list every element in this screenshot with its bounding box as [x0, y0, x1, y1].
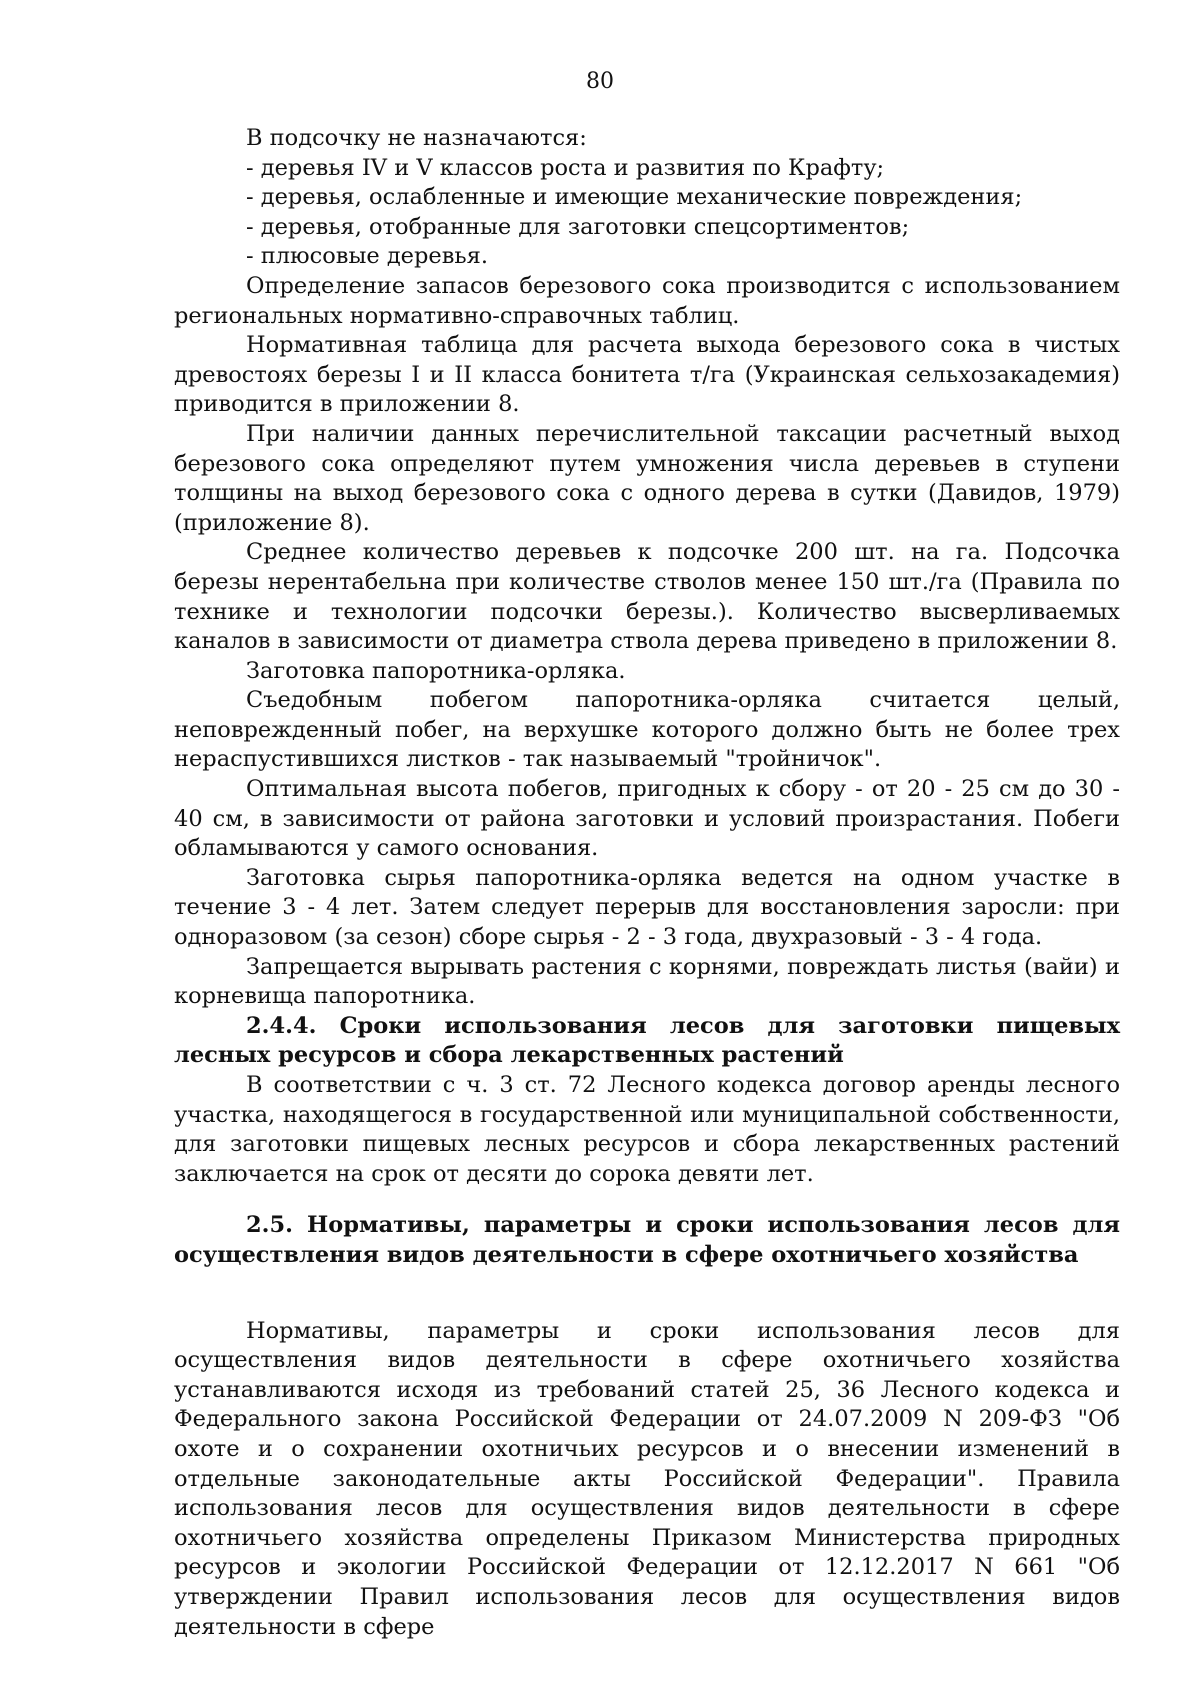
page-content	[174, 124, 1120, 1642]
paragraph: Среднее количество деревьев к подсочке 200 шт. на га. Подсочка березы нерентабельна при количестве стволов менее 150 шт./га (Правила по технике и технологии подсочки березы.). Количество высверливаемых каналов в зависимости от диаметра ствола дерева приведено в приложении 8.	[174, 539, 1120, 655]
list-item: - плюсовые деревья.	[246, 243, 488, 270]
paragraph: Определение запасов березового сока производится с использованием региональных нормативно-справочных таблиц.	[174, 272, 1120, 329]
paragraph: Запрещается вырывать растения с корнями, повреждать листья (вайи) и корневища папоротника.	[174, 953, 1120, 1010]
list-item: - деревья, отобранные для заготовки спецсортиментов;	[246, 213, 910, 240]
paragraph: При наличии данных перечислительной таксации расчетный выход березового сока определяют путем умножения числа деревьев в ступени толщины на выход березового сока с одного дерева в сутки (Давидов, 1979) (приложение 8).	[174, 420, 1120, 536]
paragraph: Съедобным побегом папоротника-орляка считается целый, неповрежденный побег, на верхушке которого должно быть не более трех нераспустившихся листков - так называемый "тройничок".	[174, 687, 1120, 773]
list-intro: В подсочку не назначаются:	[246, 125, 587, 151]
paragraph: В соответствии с ч. 3 ст. 72 Лесного кодекса договор аренды лесного участка, находящегося в государственной или муниципальной собственности, для заготовки пищевых лесных ресурсов и сбора лекарственных растений заключается на срок от десяти до сорока девяти лет.	[174, 1072, 1120, 1187]
paragraph: Заготовка папоротника-орляка.	[246, 657, 626, 684]
paragraph: Оптимальная высота побегов, пригодных к сбору - от 20 - 25 см до 30 - 40 см, в зависимости от района заготовки и условий произрастания. Побеги обламываются у самого основания.	[174, 776, 1120, 862]
section-heading-2-4-4: 2.4.4. Сроки использования лесов для заготовки пищевых лесных ресурсов и сбора лекарственных растений	[174, 1012, 1120, 1069]
section-heading-2-5: 2.5. Нормативы, параметры и сроки использования лесов для осуществления видов деятельности в сфере охотничьего хозяйства	[174, 1212, 1120, 1268]
paragraph: Нормативная таблица для расчета выхода березового сока в чистых древостоях березы I и II класса бонитета т/га (Украинская сельхозакадемия) приводится в приложении 8.	[174, 332, 1120, 418]
paragraph: Заготовка сырья папоротника-орляка ведется на одном участке в течение 3 - 4 лет. Затем следует перерыв для восстановления заросли: при одноразовом (за сезон) сборе сырья - 2 - 3 года, двухразовый - 3 - 4 года.	[174, 864, 1120, 951]
page-number: 80	[586, 69, 614, 94]
paragraph: Нормативы, параметры и сроки использования лесов для осуществления видов деятельности в сфере охотничьего хозяйства устанавливаются исходя из требований статей 25, 36 Лесного кодекса и Федерального закона Российской Федерации от 24.07.2009 N 209-ФЗ "Об охоте и о сохранении охотничьих ресурсов и о внесении изменений в отдельные законодательные акты Российской Федерации". Правила использования лесов для осуществления видов деятельности в сфере охотничьего хозяйства определены Приказом Министерства природных ресурсов и экологии Российской Федерации от 12.12.2017 N 661 "Об утверждении Правил использования лесов для осуществления видов деятельности в сфере	[174, 1317, 1120, 1640]
list-item: - деревья IV и V классов роста и развития по Крафту;	[246, 154, 885, 181]
list-item: - деревья, ослабленные и имеющие механические повреждения;	[246, 184, 1023, 211]
